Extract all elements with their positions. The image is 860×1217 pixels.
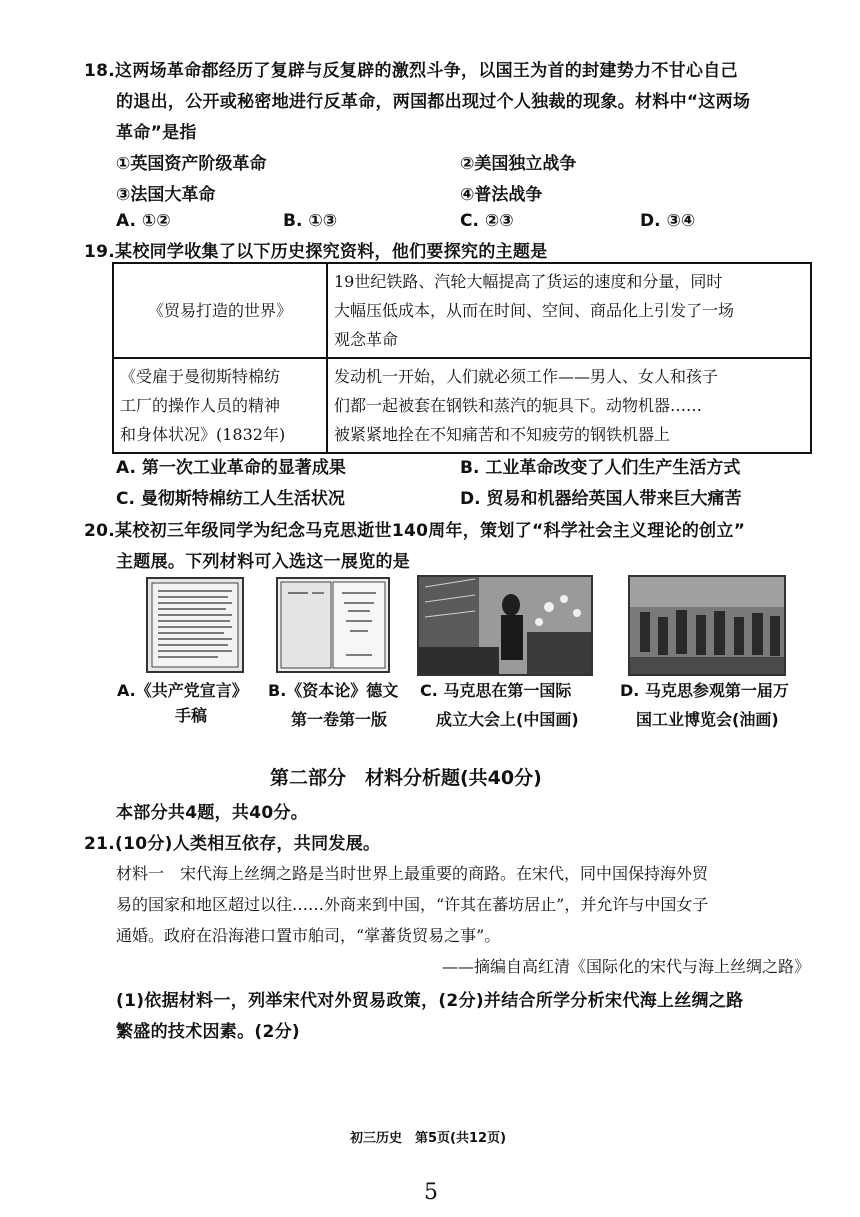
- table-cell-content: [327, 263, 811, 358]
- q18-option-b: B. ①③: [283, 211, 338, 231]
- table-cell-title: [113, 358, 327, 453]
- q18-stem-line2: 的退出，公开或秘密地进行反革命，两国都出现过个人独裁的现象。材料中“这两场: [116, 92, 751, 112]
- marx-first-international-painting: [417, 575, 593, 676]
- q21-subquestion1-line1: (1)依据材料一，列举宋代对外贸易政策，(2分)并结合所学分析宋代海上丝绸之路: [116, 991, 744, 1011]
- table-content-line: 被紧紧地拴在不知痛苦和不知疲劳的钢铁机器上: [334, 425, 671, 444]
- table-content-line: 们都一起被套在钢铁和蒸汽的轭具下。动物机器……: [334, 396, 703, 415]
- page-footer: 初三历史 第5页(共12页): [350, 1131, 507, 1146]
- q18-stem-line3: 革命”是指: [116, 123, 197, 143]
- world-expo-oil-painting: [628, 575, 786, 676]
- q18-item-4: ④普法战争: [460, 185, 543, 205]
- q19-source-table: [112, 262, 812, 454]
- q20-caption-c-line1: C. 马克思在第一国际: [420, 681, 572, 700]
- q20-caption-c-line2: 成立大会上(中国画): [436, 710, 579, 729]
- q20-caption-a-line1: A.《共产党宣言》: [117, 681, 248, 700]
- q21-source-citation: ——摘编自高红清《国际化的宋代与海上丝绸之路》: [441, 957, 810, 976]
- q20-caption-b-line1: B.《资本论》德文: [268, 681, 399, 700]
- part2-title: 第二部分 材料分析题(共40分): [270, 767, 542, 789]
- table-title-trade-world: 《贸易打造的世界》: [147, 301, 292, 320]
- table-content-line: 观念革命: [334, 330, 399, 349]
- q18-option-c: C. ②③: [460, 211, 514, 231]
- q21-stem: 21.(10分)人类相互依存，共同发展。: [84, 834, 381, 854]
- q19-option-b: B. 工业革命改变了人们生产生活方式: [460, 458, 741, 478]
- manifesto-manuscript-image: [146, 577, 244, 673]
- q20-caption-d-line2: 国工业博览会(油画): [636, 710, 779, 729]
- q18-item-3: ③法国大革命: [116, 185, 216, 205]
- table-title-line: 《受雇于曼彻斯特棉纺: [120, 367, 281, 386]
- q18-option-d: D. ③④: [640, 211, 696, 231]
- page-number: 5: [424, 1180, 438, 1205]
- q19-option-c: C. 曼彻斯特棉纺工人生活状况: [116, 489, 345, 509]
- q21-subquestion1-line2: 繁盛的技术因素。(2分): [116, 1022, 300, 1042]
- q18-item-2: ②美国独立战争: [460, 154, 577, 174]
- q20-stem-line1: 20.某校初三年级同学为纪念马克思逝世140周年，策划了“科学社会主义理论的创立”: [84, 521, 746, 541]
- q19-option-a: A. 第一次工业革命的显著成果: [116, 458, 346, 478]
- q20-caption-a-line2: 手稿: [175, 706, 208, 725]
- table-content-line: 大幅压低成本，从而在时间、空间、商品化上引发了一场: [334, 301, 735, 320]
- table-cell-content: [327, 358, 811, 453]
- q21-material-line1-text: 材料一 宋代海上丝绸之路是当时世界上最重要的商路。在宋代，同中国保持海外贸: [116, 864, 709, 883]
- q19-stem: 19.某校同学收集了以下历史探究资料，他们要探究的主题是: [84, 242, 548, 262]
- part2-intro: 本部分共4题，共40分。: [116, 803, 309, 823]
- table-row: [113, 358, 811, 453]
- q21-material-line2: 易的国家和地区超过以往……外商来到中国，“许其在蕃坊居止”，并允许与中国女子: [116, 895, 709, 914]
- q20-caption-d-line1: D. 马克思参观第一届万: [620, 681, 789, 700]
- q21-material-line3: 通婚。政府在沿海港口置市舶司，“掌蕃货贸易之事”。: [116, 926, 501, 945]
- table-title-line: 和身体状况》(1832年): [120, 425, 286, 444]
- capital-first-edition-image: [276, 577, 390, 673]
- table-title-line: 工厂的操作人员的精神: [120, 396, 281, 415]
- q19-option-d: D. 贸易和机器给英国人带来巨大痛苦: [460, 489, 742, 509]
- table-row: [113, 263, 811, 358]
- q18-item-1: ①英国资产阶级革命: [116, 154, 267, 174]
- q21-material-line1: [116, 861, 708, 884]
- table-content-line: 发动机一开始，人们就必须工作——男人、女人和孩子: [334, 367, 719, 386]
- q18-option-a: A. ①②: [116, 211, 171, 231]
- q20-stem-line2: 主题展。下列材料可入选这一展览的是: [116, 552, 411, 572]
- q18-stem-line1: 18.这两场革命都经历了复辟与反复辟的激烈斗争，以国王为首的封建势力不甘心自己: [84, 61, 738, 81]
- table-content-line: 19世纪铁路、汽轮大幅提高了货运的速度和分量，同时: [334, 272, 723, 291]
- q20-caption-b-line2: 第一卷第一版: [291, 710, 388, 729]
- table-cell-title: [113, 263, 327, 358]
